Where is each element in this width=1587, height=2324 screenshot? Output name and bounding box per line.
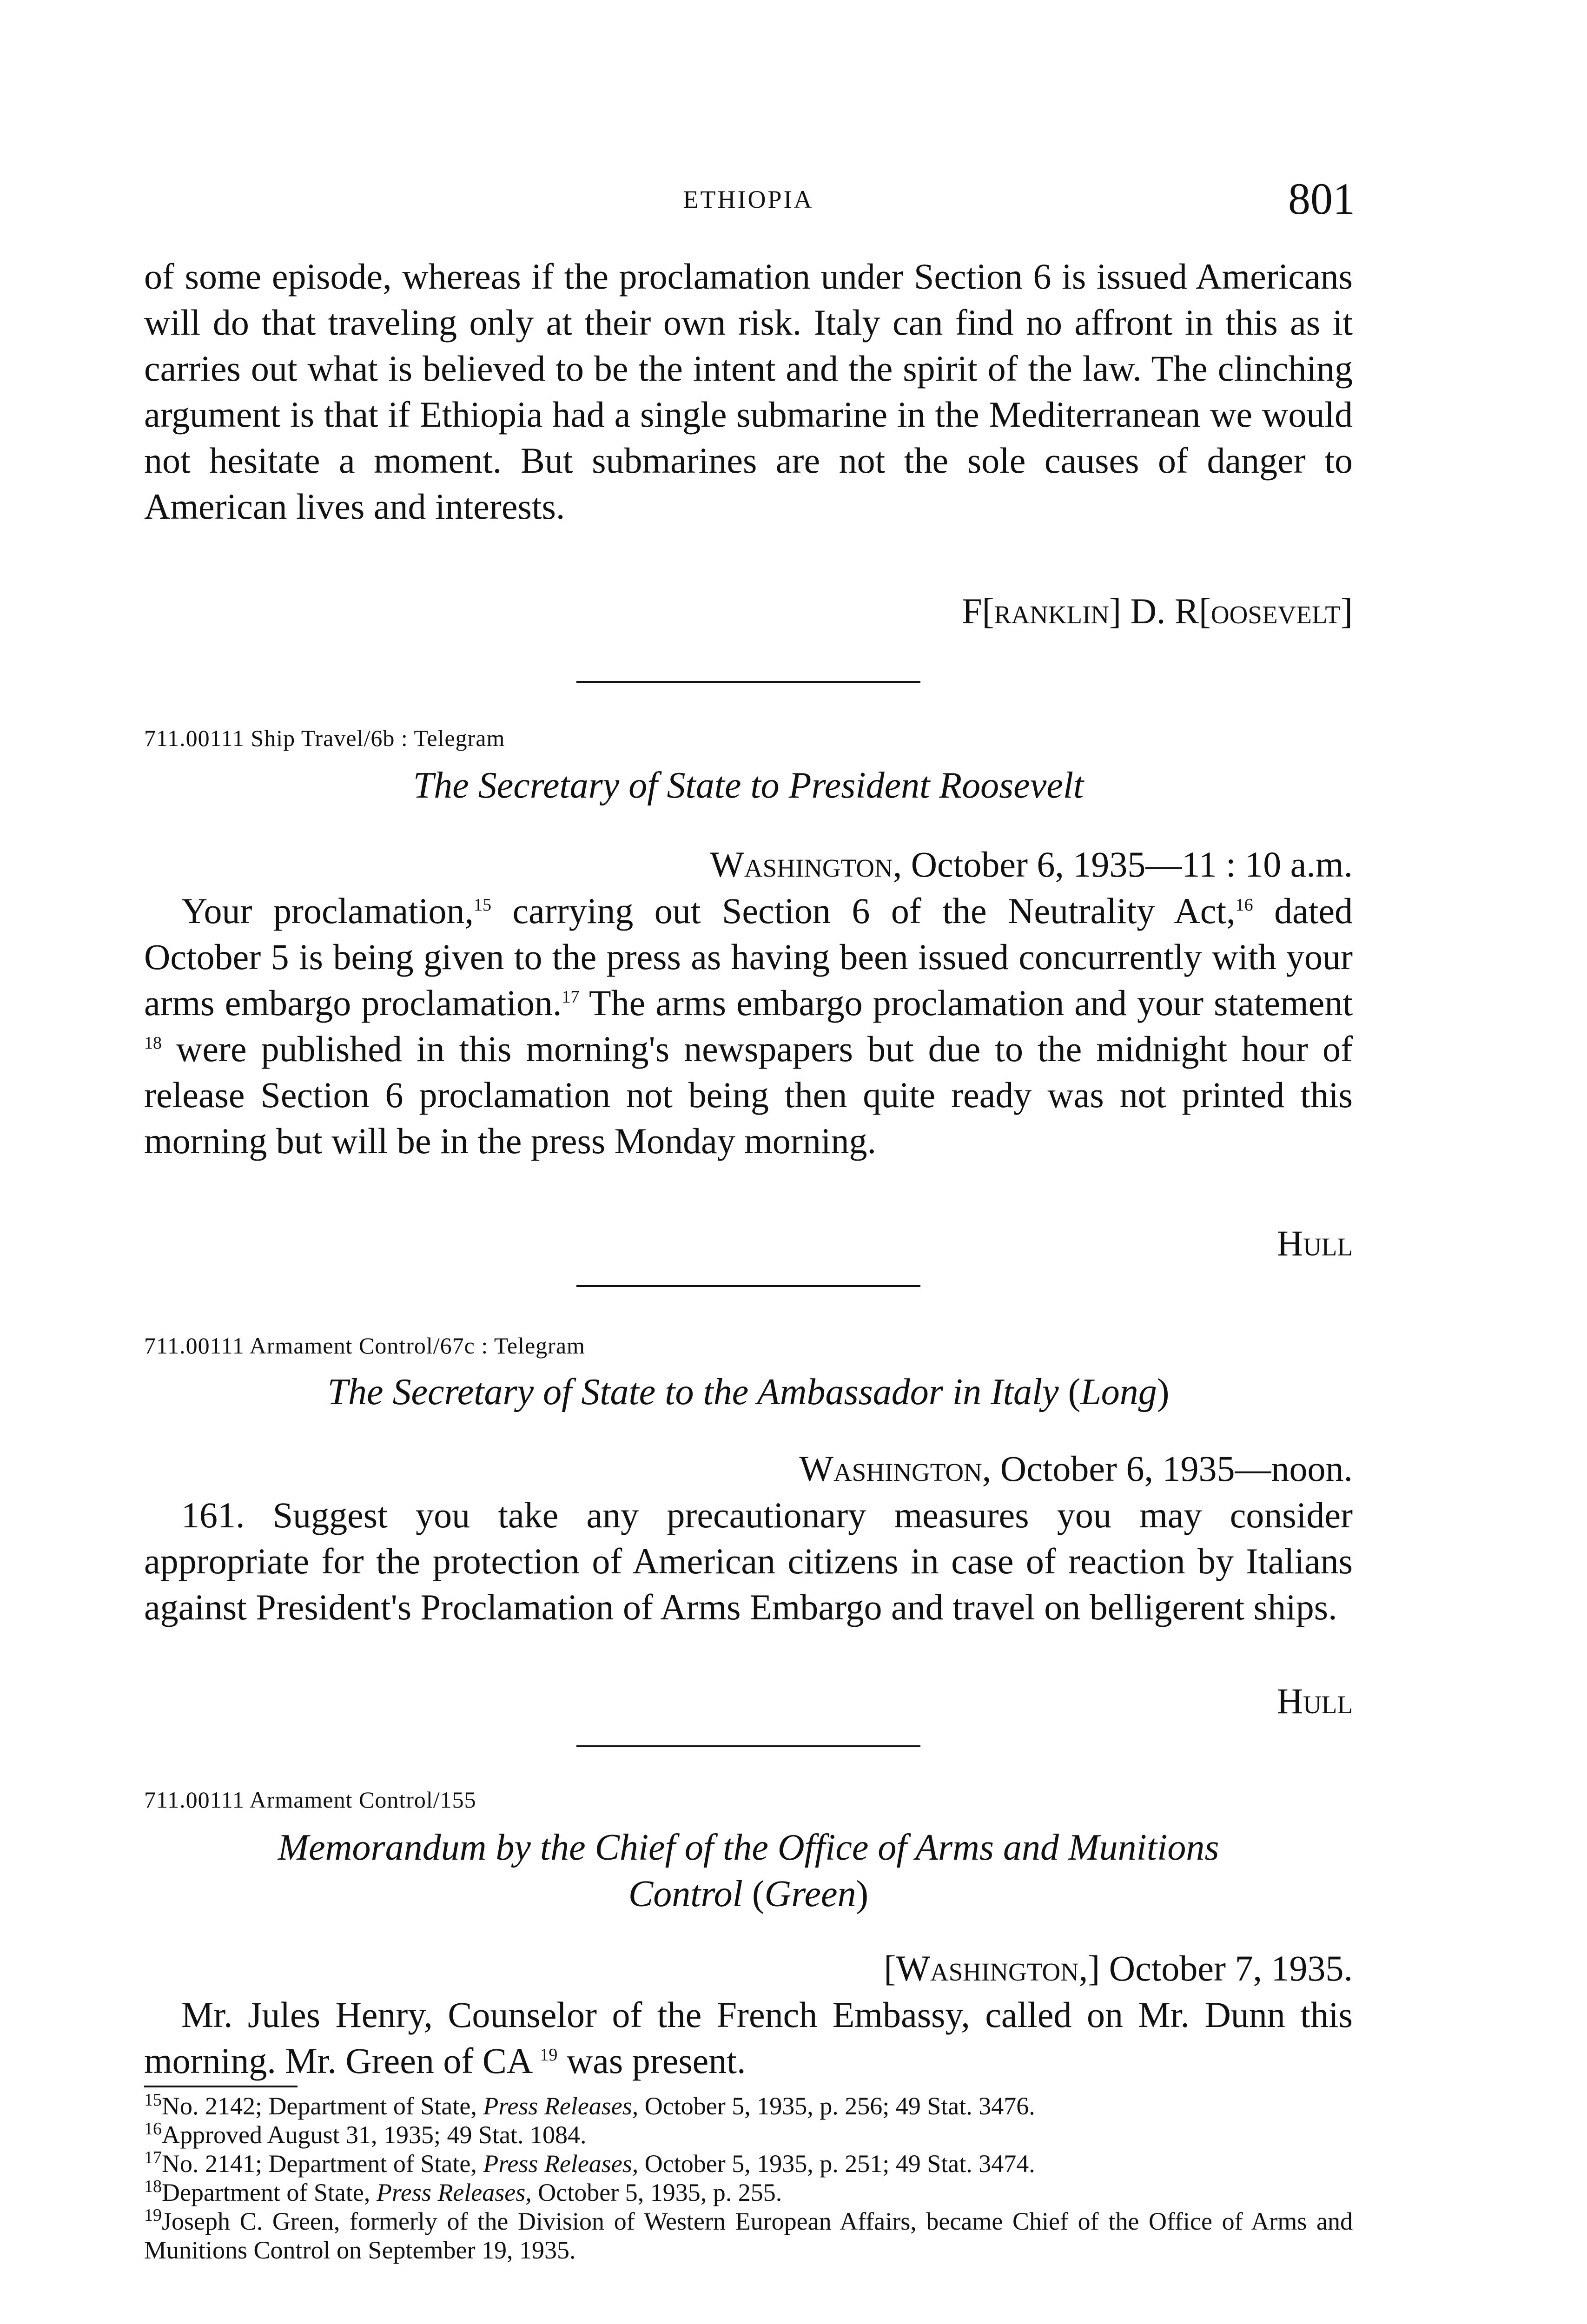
memorandum-body	[144, 1992, 1353, 2084]
footnote-text: Joseph C. Green, formerly of the Division of Western European Affairs, became Chief of the Office of Arms and Munitions Control on September 19, 1935.	[144, 2207, 1353, 2264]
footnote-ref: 17	[562, 987, 580, 1007]
footnote	[144, 2149, 1353, 2178]
section-divider	[576, 1285, 920, 1287]
continuation-paragraph: of some episode, whereas if the proclamation under Section 6 is issued Americans will do that traveling only at their own risk. Italy can find no affront in this as it carries out what is believed to be the intent and the spirit of the law. The clinching argument is that if Ethiopia had a single submarine in the Mediterranean we would not hesitate a moment. But submarines are not the sole causes of danger to American lives and interests.	[144, 256, 1353, 527]
footnote-number: 18	[144, 2177, 162, 2196]
footnote-text: Approved August 31, 1935; 49 Stat. 1084.	[162, 2121, 587, 2149]
footnote	[144, 2120, 1353, 2149]
dateline	[710, 841, 1353, 887]
footnote-italic: Press Releases,	[376, 2179, 532, 2206]
title-line	[144, 1871, 1353, 1917]
title-paren: (	[752, 1874, 765, 1915]
footnote-text: No. 2142; Department of State,	[162, 2092, 483, 2120]
footnote	[144, 2092, 1353, 2120]
footnote-ref: 16	[1235, 895, 1253, 915]
footnote-text: October 5, 1935, p. 256; 49 Stat. 3476.	[638, 2092, 1035, 2120]
footnote	[144, 2178, 1353, 2207]
hull-signature: Hull	[1276, 1681, 1353, 1721]
dateline-place: Washington,	[710, 844, 902, 885]
body-text: Your proclamation,	[181, 891, 474, 931]
dateline-place: Washington,	[799, 1448, 992, 1489]
footnote-number: 19	[144, 2205, 162, 2225]
footnote-text: No. 2141; Department of State,	[162, 2150, 483, 2178]
file-reference: 711.00111 Ship Travel/6b : Telegram	[144, 725, 505, 751]
title-line: Memorandum by the Chief of the Office of Arms and Munitions	[278, 1827, 1219, 1868]
body-text: carrying out Section 6 of the Neutrality Act,	[491, 891, 1236, 931]
dateline-date: October 6, 1935—noon.	[991, 1448, 1353, 1489]
footnote-text: October 5, 1935, p. 251; 49 Stat. 3474.	[638, 2150, 1035, 2178]
section-divider	[576, 681, 920, 683]
footnote-italic: Press Releases,	[483, 2150, 639, 2178]
telegram-body	[144, 888, 1353, 1164]
file-reference: 711.00111 Armament Control/155	[144, 1787, 476, 1813]
body-text: were published in this morning's newspapers but due to the midnight hour of release Section 6 proclamation not being then quite ready was not printed this morning but will be in the press Monday morning.	[144, 1029, 1353, 1161]
dateline-place: [Washington,]	[884, 1948, 1100, 1988]
document-title	[144, 1824, 1353, 1917]
document-title	[144, 1369, 1353, 1415]
title-paren: (	[1068, 1372, 1081, 1413]
title-name: Green	[764, 1874, 856, 1915]
title-name: Long	[1080, 1372, 1157, 1413]
footnote-rule	[144, 2086, 298, 2087]
title-paren: )	[856, 1874, 869, 1915]
footnote	[144, 2207, 1353, 2265]
telegram-body: 161. Suggest you take any precautionary measures you may consider appropriate for the protection of American citizens in case of reaction by Italians against President's Proclamation of Arms Embargo and travel on belligerent ships.	[144, 1495, 1353, 1627]
footnote-number: 17	[144, 2148, 162, 2167]
hull-signature: Hull	[1276, 1223, 1353, 1263]
roosevelt-signature: F[ranklin] D. R[oosevelt]	[962, 591, 1353, 631]
file-reference: 711.00111 Armament Control/67c : Telegram	[144, 1333, 585, 1359]
footnote-text: Department of State,	[162, 2179, 377, 2206]
footnote-ref: 19	[540, 2045, 558, 2065]
footnote-text: October 5, 1935, p. 255.	[531, 2179, 782, 2206]
body-text: Mr. Jules Henry, Counselor of the French Embassy, called on Mr. Dunn this morning. Mr. Green of CA	[144, 1994, 1353, 2081]
running-head	[144, 174, 1355, 232]
footnote-number: 16	[144, 2119, 162, 2139]
dateline	[884, 1945, 1353, 1991]
title-text: The Secretary of State to the Ambassador in Italy	[327, 1372, 1068, 1413]
running-title: ETHIOPIA	[683, 185, 814, 213]
body-text: The arms embargo proclamation and your statement	[579, 983, 1353, 1023]
page-number: 801	[1288, 174, 1355, 224]
footnote-italic: Press Releases,	[483, 2092, 639, 2120]
body-text: was present.	[557, 2040, 746, 2081]
section-divider	[576, 1745, 920, 1747]
dateline-date: October 7, 1935.	[1100, 1948, 1353, 1988]
dateline-date: October 6, 1935—11 : 10 a.m.	[902, 844, 1353, 885]
title-text: Control	[628, 1874, 752, 1915]
footnote-number: 15	[144, 2090, 162, 2110]
body-text: dated October 5 is being given to the press as having been issued concurrently with your arms embargo proclamation.	[144, 891, 1353, 1023]
footnotes	[144, 2092, 1353, 2265]
footnote-ref: 18	[144, 1033, 162, 1053]
footnote-ref: 15	[474, 895, 491, 915]
dateline	[799, 1446, 1353, 1492]
document-title: The Secretary of State to President Roosevelt	[413, 765, 1084, 806]
title-paren: )	[1157, 1372, 1170, 1413]
